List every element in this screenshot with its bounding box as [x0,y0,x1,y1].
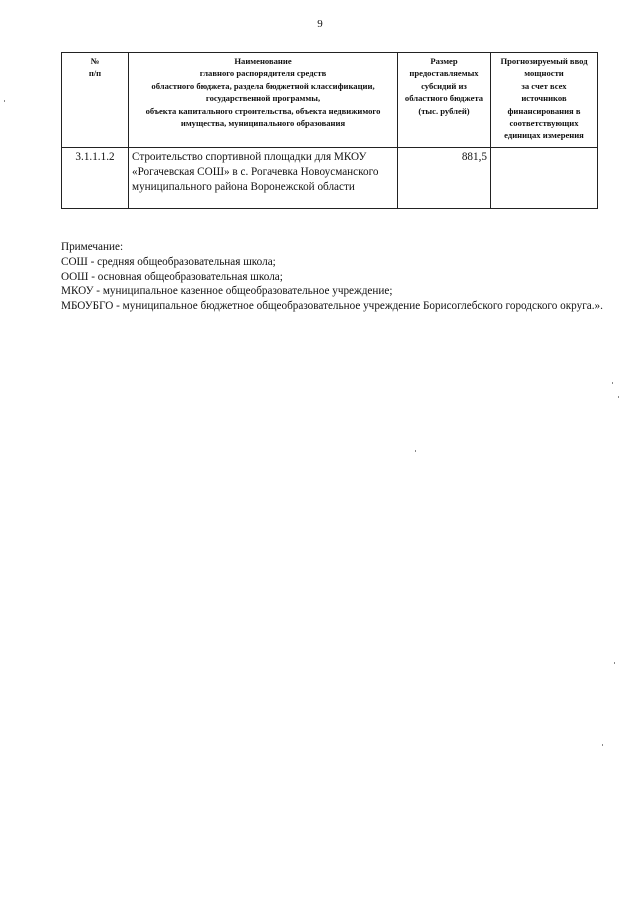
header-line: источников [521,93,567,104]
header-name [129,53,398,148]
header-line: п/п [88,68,102,79]
header-line: за счет всех [521,80,567,91]
header-line: областного бюджета, раздела бюджетной классификации, [151,80,375,91]
scan-speck [415,450,416,452]
note-item-mbou: МБОУБГО - муниципальное бюджетное общеобразовательное учреждение Борисоглебского городского округа.». [61,300,603,313]
header-line: субсидий из [421,80,467,91]
header-capacity [491,53,598,148]
note-item-sosh: СОШ - средняя общеобразовательная школа; [61,255,276,268]
scan-speck [618,396,619,398]
row-name-cell: Строительство спортивной площадки для МКОУ «Рогачевская СОШ» в с. Рогачевка Новоусманского муниципального района Воронежской области [129,148,398,209]
header-line: финансирования в [507,105,581,116]
notes-title: Примечание: [61,241,124,253]
table-header-row [62,53,598,148]
scan-speck [612,382,613,384]
header-number [62,53,129,148]
header-line: Размер [430,56,458,66]
row-amount-cell: 881,5 [398,148,491,209]
header-line: имущества, муниципального образования [180,118,346,129]
header-line: № [90,56,100,66]
note-item-mkou: МКОУ - муниципальное казенное общеобразовательное учреждение; [61,285,393,298]
header-line: областного бюджета [404,93,484,104]
notes-section [61,240,621,314]
subsidy-table [61,52,598,209]
header-line: объекта капитального строительства, объекта недвижимого [145,105,381,116]
scan-speck [602,744,603,746]
header-line: мощности [524,68,564,79]
header-amount [398,53,491,148]
header-line: соответствующих [509,118,579,129]
page-number: 9 [317,18,323,30]
header-line: предоставляемых [409,68,479,79]
header-line: государственной программы, [205,93,321,104]
header-line: главного распорядителя средств [199,68,327,79]
row-capacity-cell [491,148,598,209]
row-number-cell: 3.1.1.1.2 [62,148,129,209]
header-line: единицах измерения [504,130,584,141]
scan-speck [4,100,5,102]
table-row [62,148,598,209]
header-line: Прогнозируемый ввод [500,56,588,66]
header-line: Наименование [234,56,292,66]
scan-speck [614,662,615,664]
note-item-oosh: ООШ - основная общеобразовательная школа; [61,270,283,283]
header-line: (тыс. рублей) [418,105,470,116]
